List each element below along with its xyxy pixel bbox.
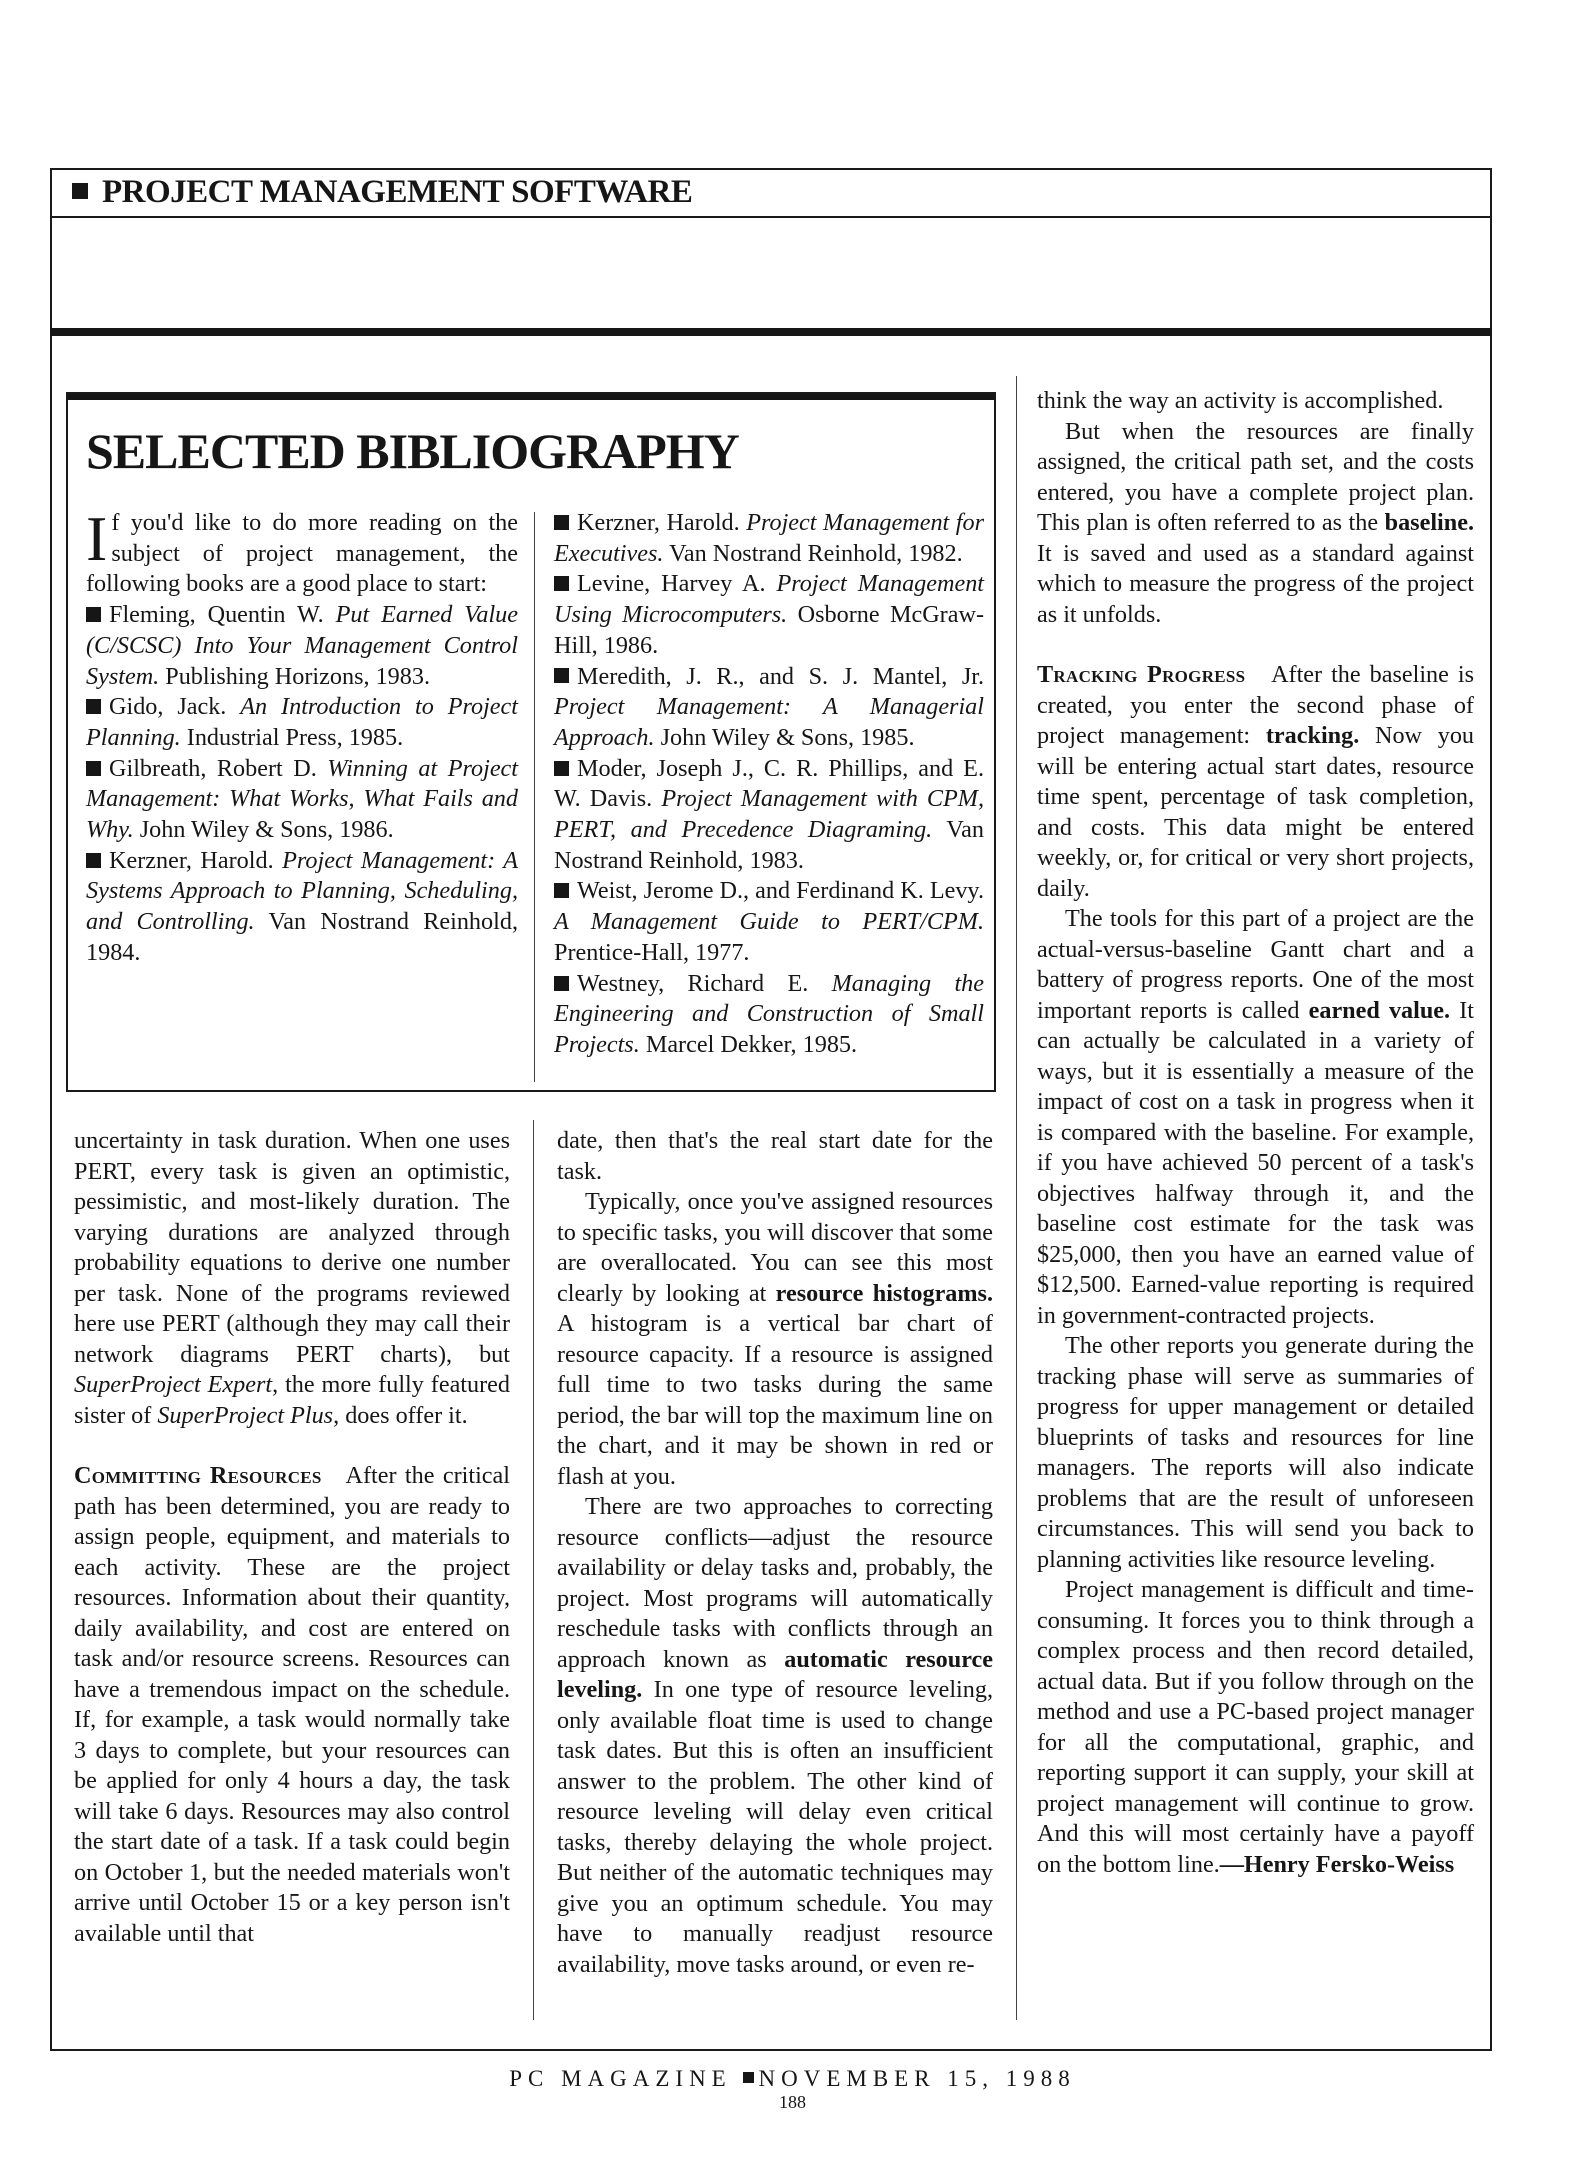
column-divider-2 <box>1016 376 1017 2020</box>
page-footer <box>0 2066 1585 2092</box>
paragraph: The tools for this part of a project are the actual-versus-baseline Gantt chart and a battery of progress reports. One of the most important reports is called earned value. It can actually be calculated in a variety of ways, but it is essentially a measure of the impact of cost on a task in progress when it is compared with the baseline. For example, if you have achieved 50 percent of a task's objectives halfway through it, and the baseline cost estimate for the task was $25,000, then you have an earned value of $12,500. Earned-value reporting is required in government-contracted projects. <box>1037 905 1475 1329</box>
author-byline: —Henry Fersko-Weiss <box>1219 1850 1455 1878</box>
bullet-square-icon <box>554 976 569 991</box>
bib-entry: Kerzner, Harold. Project Management: A Systems Approach to Planning, Scheduling, and Controlling. Van Nostrand Reinhold, 1984. <box>86 846 519 966</box>
bib-entry: Moder, Joseph J., C. R. Phillips, and E. W. Davis. Project Management with CPM, PERT, and Precedence Diagraming. Van Nostrand Reinhold, 1983. <box>554 754 984 874</box>
paragraph: Tracking Progress After the baseline is created, you enter the second phase of project management: tracking. Now you will be entering actual start dates, resource time spent, percentage of task completion, and costs. This data might be entered weekly, or, for critical or very short projects, daily. <box>1037 661 1475 902</box>
paragraph: There are two approaches to correcting resource conflicts—adjust the resource availability or delay tasks and, probably, the project. Most programs will automatically reschedule tasks with conflicts through an approach known as automatic resource leveling. In one type of resource leveling, only available float time is used to change task dates. But this is often an insufficient answer to the problem. The other kind of resource leveling will delay even critical tasks, thereby delaying the whole project. But neither of the automatic techniques may give you an optimum schedule. You may have to manually readjust resource availability, move tasks around, or even re- <box>557 1493 993 1978</box>
paragraph: The other reports you generate during the tracking phase will serve as summaries of progress for upper management or detailed blueprints of tasks and resources for line managers. The reports will also indicate problems that are the result of unforeseen circumstances. This will send you back to planning activities like resource leveling. <box>1037 1332 1474 1573</box>
bib-entry: Gido, Jack. An Introduction to Project Planning. Industrial Press, 1985. <box>86 693 518 751</box>
paragraph: date, then that's the real start date for the task. <box>557 1127 993 1185</box>
bullet-square-icon <box>72 183 88 199</box>
frame-left-edge <box>50 216 52 328</box>
subhead-committing-resources: Committing Resources <box>74 1462 322 1489</box>
bib-entry: Westney, Richard E. Managing the Engineering and Construction of Small Projects. Marcel Dekker, 1985. <box>554 969 985 1058</box>
bullet-square-icon <box>86 607 101 622</box>
section-title: PROJECT MANAGEMENT SOFTWARE <box>72 174 692 211</box>
bullet-square-icon <box>86 699 101 714</box>
subhead-tracking-progress: Tracking Progress <box>1037 661 1246 688</box>
header-rule <box>50 216 1492 218</box>
bullet-square-icon <box>554 576 569 591</box>
column-divider-1 <box>533 1120 534 2020</box>
bibliography-intro: If you'd like to do more reading on the subject of project management, the following books are a good place to start: <box>86 503 518 598</box>
bibliography-column-right <box>554 508 984 1061</box>
bullet-square-icon <box>743 2072 754 2083</box>
bib-entry: Meredith, J. R., and S. J. Mantel, Jr. Project Management: A Managerial Approach. John Wiley & Sons, 1985. <box>554 662 984 751</box>
bib-entry: Kerzner, Harold. Project Management for Executives. Van Nostrand Reinhold, 1982. <box>554 509 985 567</box>
section-header <box>50 168 1492 218</box>
drop-cap: I <box>86 503 108 574</box>
paragraph: Typically, once you've assigned resources to specific tasks, you will discover that some are overallocated. You can see this most clearly by looking at resource histograms. A histogram is a vertical bar chart of resource capacity. If a resource is assigned full time to two tasks during the same period, the bar will top the maximum line on the chart, and it may be shown in red or flash at you. <box>557 1188 994 1490</box>
bibliography-box <box>66 392 996 1092</box>
bibliography-column-left <box>86 503 519 969</box>
magazine-name: PC MAGAZINE <box>509 2066 732 2091</box>
article-column-2 <box>557 1126 993 1980</box>
bullet-square-icon <box>86 853 101 868</box>
issue-date: NOVEMBER 15, 1988 <box>758 2066 1076 2091</box>
frame-right-edge <box>1490 216 1492 328</box>
paragraph: uncertainty in task duration. When one uses PERT, every task is given an optimistic, pessimistic, and most-likely duration. The varying durations are analyzed through probability equations to derive one number per task. None of the programs reviewed here use PERT (although they may call their network diagrams PERT charts), but SuperProject Expert, the more fully featured sister of SuperProject Plus, does offer it. <box>74 1127 510 1429</box>
paragraph: But when the resources are finally assigned, the critical path set, and the costs entered, you have a complete project plan. This plan is often referred to as the baseline. It is saved and used as a standard against which to measure the progress of the project as it unfolds. <box>1037 417 1474 628</box>
bib-entry: Gilbreath, Robert D. Winning at Project Management: What Works, What Fails and Why. John Wiley & Sons, 1986. <box>86 754 519 844</box>
bib-entry: Weist, Jerome D., and Ferdinand K. Levy. A Management Guide to PERT/CPM. Prentice-Hall, 1977. <box>554 877 984 966</box>
paragraph: Committing Resources After the critical path has been determined, you are ready to assign people, equipment, and materials to each activity. These are the project resources. Information about their quantity, daily availability, and cost are entered on task and/or resource screens. Resources can have a tremendous impact on the schedule. If, for example, a task would normally take 3 days to complete, but your resources can be applied for only 4 hours a day, the task will take 6 days. Resources may also control the start date of a task. If a task could begin on October 1, but the needed materials won't arrive until October 15 or a key person isn't available until that <box>74 1462 510 1947</box>
article-column-1 <box>74 1126 510 1949</box>
bullet-square-icon <box>554 515 569 530</box>
bullet-square-icon <box>554 668 569 683</box>
bullet-square-icon <box>554 883 569 898</box>
bibliography-top-rule <box>68 394 994 400</box>
article-column-3 <box>1037 386 1474 1880</box>
paragraph: think the way an activity is accomplished. <box>1037 387 1444 414</box>
page-number: 188 <box>779 2092 806 2112</box>
bibliography-title: SELECTED BIBLIOGRAPHY <box>86 423 739 479</box>
bullet-square-icon <box>554 761 569 776</box>
paragraph: Project management is difficult and time-consuming. It forces you to think through a complex process and then record detailed, actual data. But if you follow through on the method and use a PC-based project manager for all the computational, graphic, and reporting support it can supply, your skill at project management will continue to grow. And this will most certainly have a payoff on the bottom line.—Henry Fersko-Weiss <box>1037 1576 1474 1878</box>
thick-rule <box>50 328 1492 336</box>
bullet-square-icon <box>86 761 101 776</box>
bib-entry: Levine, Harvey A. Project Management Using Microcomputers. Osborne McGraw-Hill, 1986. <box>554 570 985 659</box>
bibliography-column-divider <box>534 512 535 1082</box>
bib-entry: Fleming, Quentin W. Put Earned Value (C/SCSC) Into Your Management Control System. Publishing Horizons, 1983. <box>86 601 519 690</box>
